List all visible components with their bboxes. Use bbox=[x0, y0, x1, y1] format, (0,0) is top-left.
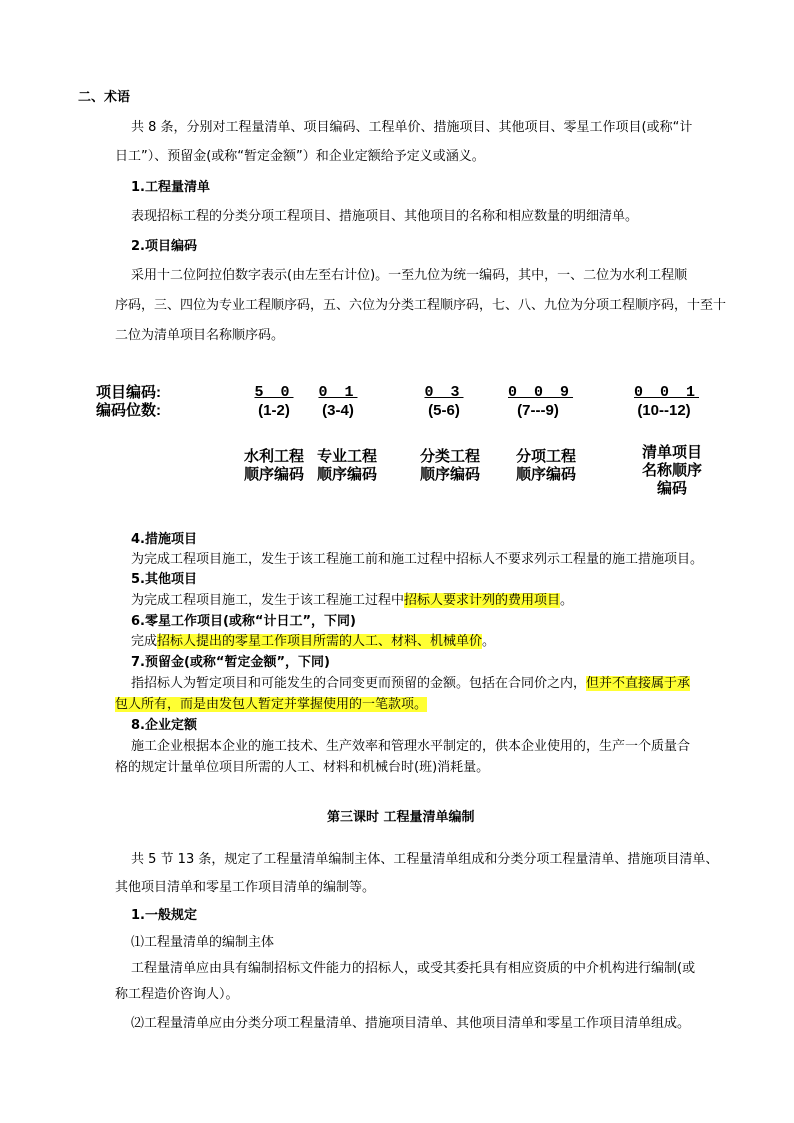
term-body: 采用十二位阿拉伯数字表示(由左至右计位)。一至九位为统一编码，其中，一、二位为水利工程顺 bbox=[131, 268, 688, 283]
code-name: 分类工程 bbox=[419, 448, 480, 465]
term-body: 格的规定计量单位项目所需的人工、材料和机械台时(班)消耗量。 bbox=[115, 760, 490, 775]
lesson-intro: 共 5 节 13 条，规定了工程量清单编制主体、工程量清单组成和分类分项工程量清单、措施项目清单、 bbox=[131, 852, 719, 867]
term-body: 完成招标人提出的零星工作项目所需的人工、材料、机械单价。 bbox=[131, 634, 496, 649]
subsection-item: ⑴工程量清单的编制主体 bbox=[131, 935, 275, 950]
lesson-title: 第三课时 工程量清单编制 bbox=[327, 810, 475, 825]
intro-line: 日工”）、预留金(或称“暂定金额”）和企业定额给予定义或涵义。 bbox=[115, 149, 485, 164]
code-name: 编码 bbox=[656, 480, 687, 497]
code-digits: 0 0 9 bbox=[508, 384, 574, 401]
term-body: 表现招标工程的分类分项工程项目、措施项目、其他项目的名称和相应数量的明细清单。 bbox=[131, 209, 639, 224]
code-positions: (5-6) bbox=[428, 402, 460, 419]
code-positions: (1-2) bbox=[258, 402, 290, 419]
highlighted-text: 招标人要求计列的费用项目 bbox=[404, 593, 561, 608]
term-body bbox=[115, 697, 427, 713]
term-body: 指招标人为暂定项目和可能发生的合同变更而预留的金额。包括在合同价之内，但并不直接属于承 bbox=[131, 676, 691, 691]
subsection-body: 称工程造价咨询人）。 bbox=[115, 987, 239, 1002]
term-body: 序码，三、四位为专业工程顺序码，五、六位为分类工程顺序码，七、八、九位为分项工程顺序码，十至十 bbox=[115, 298, 727, 313]
diagram-label-positions: 编码位数: bbox=[96, 402, 161, 419]
term-body: 为完成工程项目施工，发生于该工程施工过程中招标人要求计列的费用项目。 bbox=[131, 593, 574, 608]
highlighted-text: 包人所有，而是由发包人暂定并掌握使用的一笔款项。 bbox=[115, 697, 428, 712]
diagram-label-code: 项目编码: bbox=[96, 384, 161, 401]
term-title: 1.工程量清单 bbox=[131, 180, 210, 195]
code-positions: (10--12) bbox=[637, 402, 691, 419]
code-digits: 0 0 1 bbox=[634, 384, 700, 401]
code-name: 顺序编码 bbox=[515, 466, 576, 483]
code-digits: 0 1 bbox=[318, 384, 358, 401]
term-body: 二位为清单项目名称顺序码。 bbox=[115, 328, 285, 343]
term-title: 5.其他项目 bbox=[131, 572, 197, 587]
term-title: 7.预留金(或称“暂定金额”，下同) bbox=[131, 655, 330, 670]
code-name: 水利工程 bbox=[243, 448, 304, 465]
code-name: 顺序编码 bbox=[243, 466, 304, 483]
code-name: 分项工程 bbox=[515, 448, 576, 465]
term-title: 2.项目编码 bbox=[131, 239, 197, 254]
term-title: 8.企业定额 bbox=[131, 718, 197, 733]
section-heading: 二、术语 bbox=[78, 90, 131, 105]
highlighted-text: 但并不直接属于承 bbox=[586, 676, 691, 691]
term-body: 为完成工程项目施工，发生于该工程施工前和施工过程中招标人不要求列示工程量的施工措施项目。 bbox=[131, 552, 704, 567]
code-name: 名称顺序 bbox=[641, 462, 702, 479]
code-name: 顺序编码 bbox=[419, 466, 480, 483]
code-name: 清单项目 bbox=[641, 444, 702, 461]
highlighted-text: 招标人提出的零星工作项目所需的人工、材料、机械单价 bbox=[157, 634, 483, 649]
term-title: 6.零星工作项目(或称“计日工”，下同) bbox=[131, 614, 356, 629]
code-digits: 5 0 bbox=[254, 384, 294, 401]
code-name: 顺序编码 bbox=[316, 466, 377, 483]
code-name: 专业工程 bbox=[316, 448, 377, 465]
lesson-intro: 其他项目清单和零星工作项目清单的编制等。 bbox=[115, 880, 376, 895]
code-positions: (3-4) bbox=[322, 402, 354, 419]
term-body: 施工企业根据本企业的施工技术、生产效率和管理水平制定的，供本企业使用的，生产一个质量合 bbox=[131, 739, 691, 754]
code-digits: 0 3 bbox=[424, 384, 464, 401]
subsection-title: 1.一般规定 bbox=[131, 908, 197, 923]
subsection-item: ⑵工程量清单应由分类分项工程量清单、措施项目清单、其他项目清单和零星工作项目清单组成。 bbox=[131, 1016, 691, 1031]
code-positions: (7---9) bbox=[517, 402, 559, 419]
intro-line: 共 8 条，分别对工程量清单、项目编码、工程单价、措施项目、其他项目、零星工作项目(或称“计 bbox=[131, 120, 693, 135]
term-title: 4.措施项目 bbox=[131, 532, 197, 547]
subsection-body: 工程量清单应由具有编制招标文件能力的招标人，或受其委托具有相应资质的中介机构进行编制(或 bbox=[131, 961, 696, 976]
